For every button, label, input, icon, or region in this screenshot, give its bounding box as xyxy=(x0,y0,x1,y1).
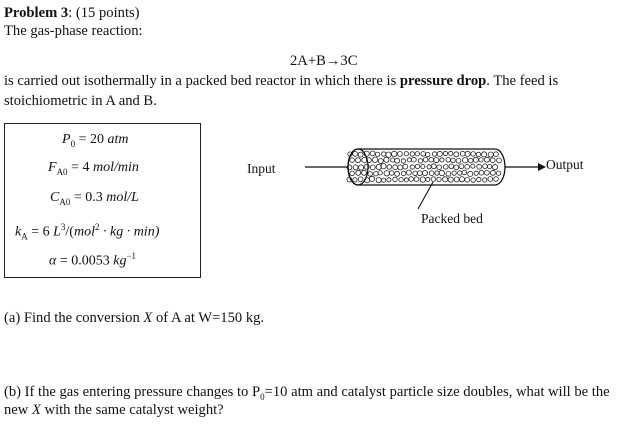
question-a-text-end: of A at W=150 kg. xyxy=(152,310,265,326)
param-alpha xyxy=(49,248,136,270)
problem-intro: The gas-phase reaction: xyxy=(4,23,143,39)
description-line-1 xyxy=(4,72,558,90)
alpha-symbol: α xyxy=(49,253,57,269)
problem-title: Problem 3 xyxy=(4,5,69,21)
ka-symbol: k xyxy=(15,224,22,240)
output-label: Output xyxy=(546,157,584,172)
description-bold: pressure drop xyxy=(399,73,487,89)
p0-symbol: P xyxy=(62,132,71,147)
p0-unit: atm xyxy=(107,132,129,147)
question-b-text-end: =10 atm and catalyst particle size doubles, what will be the xyxy=(264,384,610,400)
description-line-2: stoichiometric in A and B. xyxy=(4,93,157,109)
question-b2-text: new xyxy=(4,402,32,418)
ka-value: = 6 xyxy=(27,224,54,240)
reaction-equation: 2A+B→3C xyxy=(290,53,358,69)
problem-heading xyxy=(4,4,140,22)
problem-points: : (15 points) xyxy=(68,5,140,21)
alpha-value: = 0.0053 xyxy=(56,253,114,269)
ca0-symbol: C xyxy=(50,190,60,205)
outlet-arrow-icon xyxy=(538,163,546,171)
description-text-b: . The feed is xyxy=(486,73,559,89)
fa0-unit: mol/min xyxy=(92,160,139,175)
ka-slash: /( xyxy=(65,224,74,240)
description-text-a: is carried out isothermally in a packed bed reactor in which there is xyxy=(4,73,400,89)
ca0-sub: A0 xyxy=(59,196,71,207)
question-b2-text-end: with the same catalyst weight? xyxy=(40,402,224,418)
input-label: Input xyxy=(247,161,276,176)
ka-l-exp: 3 xyxy=(60,222,66,232)
ka-mol: mol xyxy=(73,224,95,240)
question-a-text: (a) Find the conversion xyxy=(4,310,144,326)
ka-mol-exp: 2 xyxy=(94,222,100,232)
param-fa0 xyxy=(48,160,139,180)
packed-bed-reactor-diagram xyxy=(300,138,550,218)
param-p0 xyxy=(62,132,128,152)
question-a xyxy=(4,309,264,327)
question-b2-var: X xyxy=(31,402,41,418)
ka-sub: A xyxy=(21,231,28,242)
fa0-value: = 4 xyxy=(67,160,93,175)
packed-bed-label: Packed bed xyxy=(421,211,483,226)
question-b-sub: 0 xyxy=(260,391,265,402)
p0-sub: 0 xyxy=(70,138,76,149)
parameters-box xyxy=(4,123,201,278)
ka-l: L xyxy=(53,224,61,240)
param-ca0 xyxy=(50,190,139,210)
question-b-line-2 xyxy=(4,401,224,419)
fa0-symbol: F xyxy=(48,160,57,175)
ca0-unit: mol/L xyxy=(106,190,139,205)
alpha-unit: kg xyxy=(113,253,127,269)
alpha-exp: −1 xyxy=(126,251,137,261)
ca0-value: = 0.3 xyxy=(70,190,107,205)
ka-rest: · kg · min) xyxy=(99,224,160,240)
packed-bed-pointer xyxy=(418,182,433,209)
question-a-var: X xyxy=(143,310,153,326)
question-b-text: (b) If the gas entering pressure changes to P xyxy=(4,384,261,400)
fa0-sub: A0 xyxy=(56,166,68,177)
p0-value: = 20 xyxy=(75,132,108,147)
param-ka xyxy=(15,219,159,244)
